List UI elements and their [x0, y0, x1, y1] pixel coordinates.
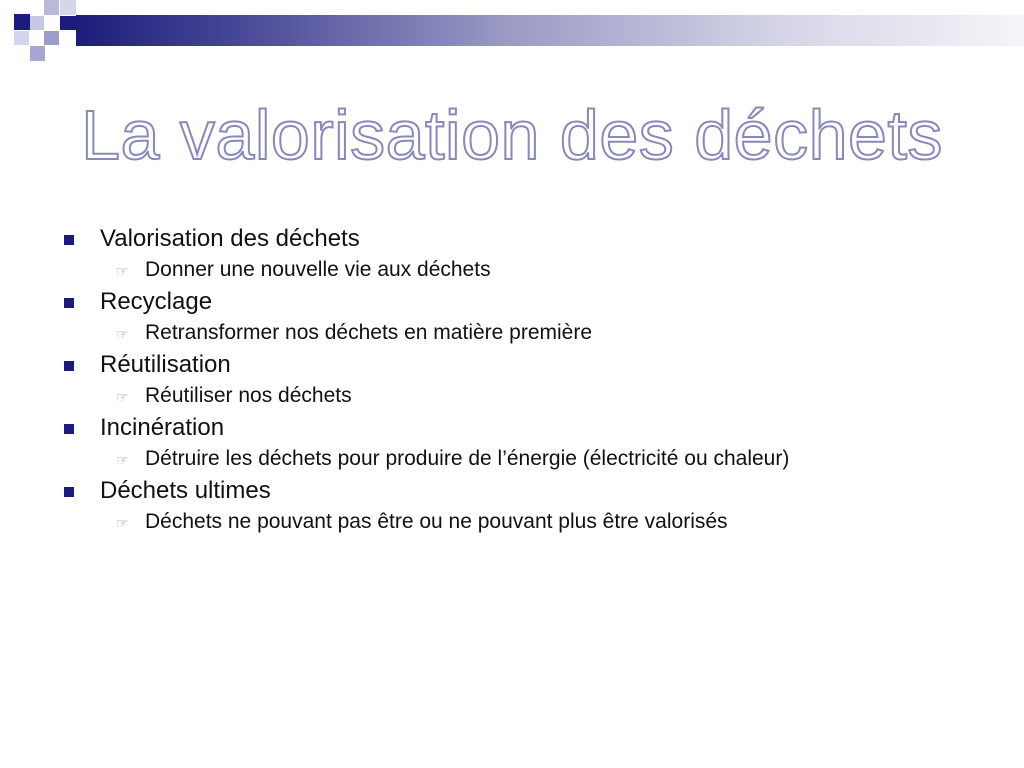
sub-list-item	[62, 319, 1002, 350]
deco-square	[14, 14, 30, 30]
sub-list-item-label: Déchets ne pouvant pas être ou ne pouvant plus être valorisés	[145, 510, 728, 533]
deco-square	[30, 46, 45, 61]
square-bullet-icon	[64, 361, 74, 371]
deco-square	[60, 0, 76, 15]
square-bullet-icon	[64, 298, 74, 308]
deco-square	[30, 16, 44, 30]
slide-title: La valorisation des déchets	[81, 96, 943, 174]
square-bullet-icon	[64, 424, 74, 434]
deco-square	[44, 31, 59, 45]
list-item-label: Valorisation des déchets	[100, 225, 360, 252]
deco-square	[14, 31, 29, 45]
list-item	[62, 476, 1002, 508]
list-item-label: Recyclage	[100, 288, 213, 315]
pointing-hand-icon: ☞	[116, 452, 129, 468]
bullet-list	[62, 224, 1002, 539]
sub-list-item-label: Retransformer nos déchets en matière première	[145, 321, 593, 344]
list-item-label: Incinération	[100, 414, 225, 441]
square-bullet-icon	[64, 487, 74, 497]
list-item	[62, 413, 1002, 445]
sub-list-item-label: Détruire les déchets pour produire de l’énergie (électricité ou chaleur)	[145, 447, 790, 470]
list-item-label: Réutilisation	[100, 351, 231, 378]
pointing-hand-icon: ☞	[116, 515, 129, 531]
deco-square	[44, 0, 59, 15]
sub-list-item	[62, 256, 1002, 287]
list-item	[62, 287, 1002, 319]
list-item-label: Déchets ultimes	[100, 477, 271, 504]
list-item	[62, 350, 1002, 382]
sub-list-item	[62, 508, 1002, 539]
deco-square	[60, 16, 76, 30]
list-item	[62, 224, 1002, 256]
sub-list-item-label: Donner une nouvelle vie aux déchets	[145, 258, 491, 281]
pointing-hand-icon: ☞	[116, 263, 129, 279]
header-gradient-bar	[76, 15, 1024, 46]
sub-list-item	[62, 382, 1002, 413]
square-bullet-icon	[64, 235, 74, 245]
sub-list-item	[62, 445, 1002, 476]
pointing-hand-icon: ☞	[116, 389, 129, 405]
sub-list-item-label: Réutiliser nos déchets	[145, 384, 352, 407]
pointing-hand-icon: ☞	[116, 326, 129, 342]
